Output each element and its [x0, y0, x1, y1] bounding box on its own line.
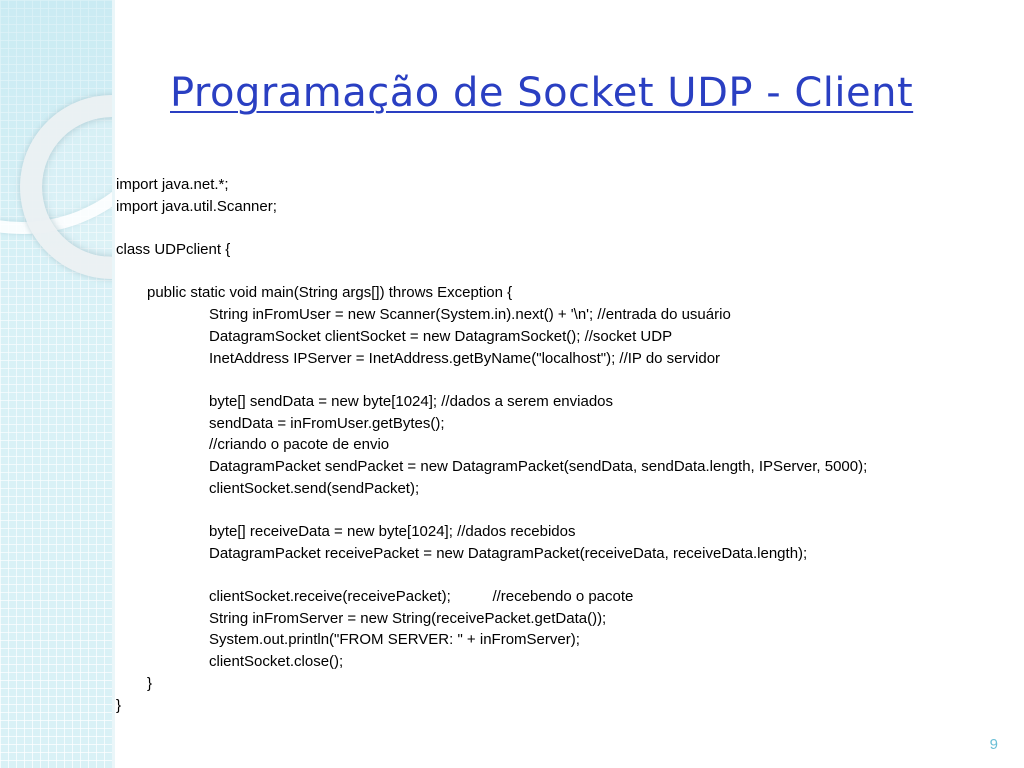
code-line: byte[] receiveData = new byte[1024]; //dados recebidos: [209, 523, 576, 540]
code-line: InetAddress IPServer = InetAddress.getByName("localhost"); //IP do servidor: [209, 349, 721, 367]
code-line: DatagramPacket sendPacket = new DatagramPacket(sendData, sendData.length, IPServer, 5000);: [209, 457, 868, 475]
code-line: }: [147, 674, 153, 692]
code-line: byte[] sendData = new byte[1024]; //dados a serem enviados: [209, 392, 614, 410]
code-line: String inFromServer = new String(receivePacket.getData());: [209, 609, 607, 627]
code-line: clientSocket.send(sendPacket);: [209, 479, 420, 497]
code-line: clientSocket.close();: [209, 653, 344, 671]
code-line: clientSocket.receive(receivePacket); //recebendo o pacote: [209, 588, 634, 606]
code-line: String inFromUser = new Scanner(System.in).next() + '\n'; //entrada do usuário: [209, 306, 731, 324]
code-line: System.out.println("FROM SERVER: " + inFromServer);: [209, 631, 580, 649]
side-band-edge: [112, 0, 115, 768]
page-number: 9: [989, 736, 998, 753]
code-line: sendData = inFromUser.getBytes();: [209, 414, 445, 432]
slide-title: Programação de Socket UDP - Client: [170, 70, 914, 116]
code-line: import java.util.Scanner;: [116, 197, 277, 215]
decorative-side-band: [0, 0, 112, 768]
code-line: DatagramPacket receivePacket = new DatagramPacket(receiveData, receiveData.length);: [209, 544, 808, 562]
code-line: [116, 261, 867, 283]
code-line: //criando o pacote de envio: [209, 436, 390, 454]
code-block: [116, 174, 867, 716]
code-line: public static void main(String args[]) throws Exception {: [147, 284, 513, 302]
code-line: [116, 217, 867, 239]
code-line: [116, 369, 867, 391]
code-line: [116, 499, 867, 521]
code-line: class UDPclient {: [116, 241, 231, 259]
code-line: [116, 564, 867, 586]
code-line: import java.net.*;: [116, 176, 229, 193]
side-band-gradient: [0, 0, 112, 768]
code-line: DatagramSocket clientSocket = new DatagramSocket(); //socket UDP: [209, 327, 673, 345]
code-line: }: [116, 696, 122, 714]
